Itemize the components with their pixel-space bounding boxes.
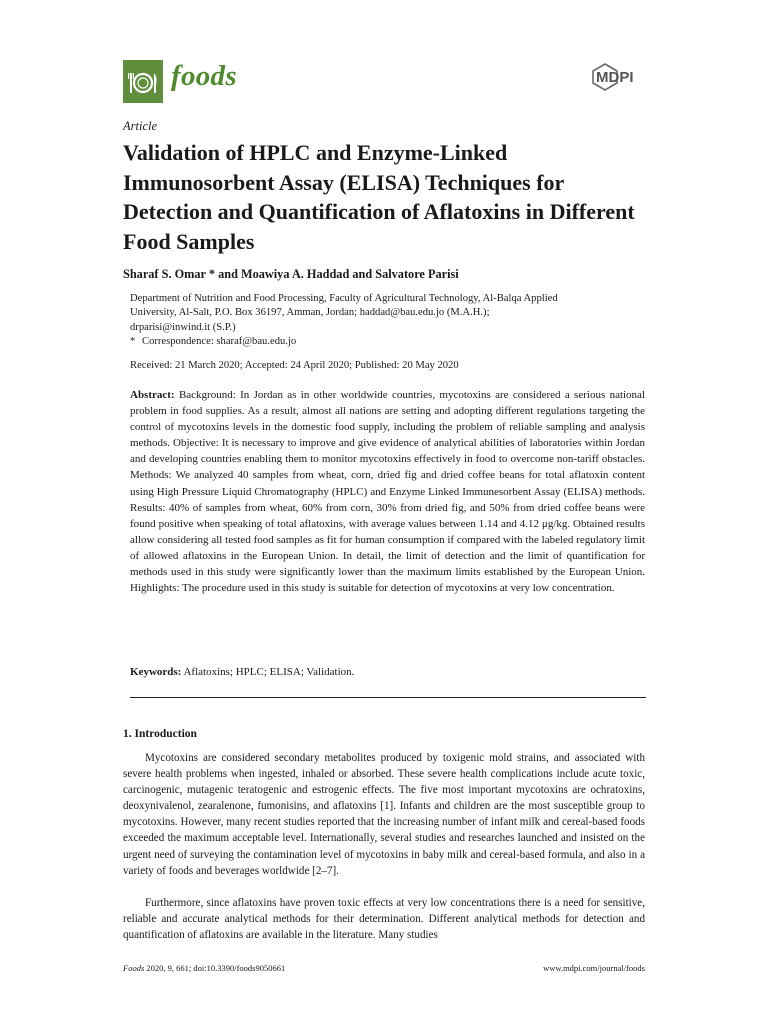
affiliation-line: Department of Nutrition and Food Processing, Faculty of Agricultural Technology, Al-Balqa Applied bbox=[130, 293, 558, 304]
paragraph bbox=[123, 895, 645, 943]
journal-name: foods bbox=[171, 60, 237, 92]
affiliation-line: University, Al-Salt, P.O. Box 36197, Amman, Jordan; haddad@bau.edu.jo (M.A.H.); bbox=[130, 307, 490, 319]
paragraph bbox=[123, 750, 645, 879]
affiliation-line: drparisi@inwind.it (S.P.) bbox=[130, 321, 236, 333]
affiliation-block bbox=[130, 292, 645, 350]
keywords-text: Aflatoxins; HPLC; ELISA; Validation. bbox=[183, 666, 355, 678]
paragraph-text: Furthermore, since aflatoxins have proven toxic effects at very low concentrations there is a need for sensitive, reliable and accurate analytical methods for their determination. Different analytical methods for detection and quantification of aflatoxins are available in the literature. Many studies bbox=[123, 897, 645, 942]
footer-url[interactable]: www.mdpi.com/journal/foods bbox=[543, 963, 645, 973]
section-heading: 1. Introduction bbox=[123, 728, 197, 740]
footer-citation bbox=[123, 963, 285, 973]
correspondence-text: Correspondence: sharaf@bau.edu.jo bbox=[142, 336, 297, 348]
publication-dates: Received: 21 March 2020; Accepted: 24 April 2020; Published: 20 May 2020 bbox=[130, 360, 459, 371]
publisher-name: MDPI bbox=[596, 68, 634, 86]
plate-fork-knife-icon bbox=[123, 60, 163, 103]
journal-logo bbox=[123, 60, 163, 103]
article-type: Article bbox=[123, 119, 158, 133]
paragraph-text: Mycotoxins are considered secondary metabolites produced by toxigenic mold strains, and associated with severe health problems when ingested, inhaled or absorbed. These severe health complications include acute toxic, carcinogenic, mutagenic teratogenic and estrogenic effects. The five most important mycotoxins are ochratoxins, deoxynivalenol, zearalenone, fumonisins, and aflatoxins [1]. Infants and children are the most susceptible group to mycotoxins. However, many recent studies reported that the increasing number of infant milk and cereal-based foods exceeded the maximum acceptable level. Internationally, several studies and researches launched and insisted on the urgent need of surveying the contamination level of mycotoxins in baby milk and cereal-based formula, and also in a variety of foods and beverages worldwide [2–7]. bbox=[123, 752, 645, 877]
keywords bbox=[130, 665, 645, 679]
section-divider bbox=[130, 697, 646, 698]
publisher-logo bbox=[590, 62, 634, 92]
paper-title: Validation of HPLC and Enzyme-Linked Immunosorbent Assay (ELISA) Techniques for Detection and Quantification of Aflatoxins in Different Food Samples bbox=[123, 140, 635, 254]
keywords-label: Keywords: bbox=[130, 666, 182, 678]
footer-citation-text: 2020, 9, 661; doi:10.3390/foods9050661 bbox=[146, 963, 286, 973]
author-list: Sharaf S. Omar * and Moawiya A. Haddad and Salvatore Parisi bbox=[123, 267, 459, 281]
correspondence-marker: * bbox=[130, 336, 136, 348]
footer-journal: Foods bbox=[123, 963, 145, 973]
abstract bbox=[130, 387, 645, 596]
abstract-text: Background: In Jordan as in other worldwide countries, mycotoxins are considered a serious national problem in food supplies. As a result, almost all nations are setting and adopting different regulations targeting the control of mycotoxins levels in the domestic food supply, including the problem of reliable sampling and analysis methods. Objective: It is necessary to improve and give evidence of analytical abilities of laboratories within Jordan and developing countries enabling them to monitor mycotoxins effectively in food to overcome non-tariff obstacles. Methods: We analyzed 40 samples from wheat, corn, dried fig and dried coffee beans for total aflatoxin content using High Pressure Liquid Chromatography (HPLC) and Enzyme Linked Immunesorbent Assay (ELISA) methods. Results: 40% of samples from wheat, 60% from corn, 30% from dried fig, and 50% from dried coffee beans were found positive when speaking of total aflatoxins, with average values between 1.14 and 4.12 μg/kg. Obtained results allow considering all tested food samples as fit for human consumption if compared with the labeled regulatory limit of allowed aflatoxins in the European Union. In detail, the limit of detection and the limit of quantification for methods used in this study were significantly lower than the maximum limits established by the European Union. Highlights: The procedure used in this study is suitable for detection of mycotoxins at very low concentration. bbox=[130, 389, 645, 595]
correspondence-line bbox=[130, 335, 645, 349]
abstract-label: Abstract: bbox=[130, 389, 175, 401]
